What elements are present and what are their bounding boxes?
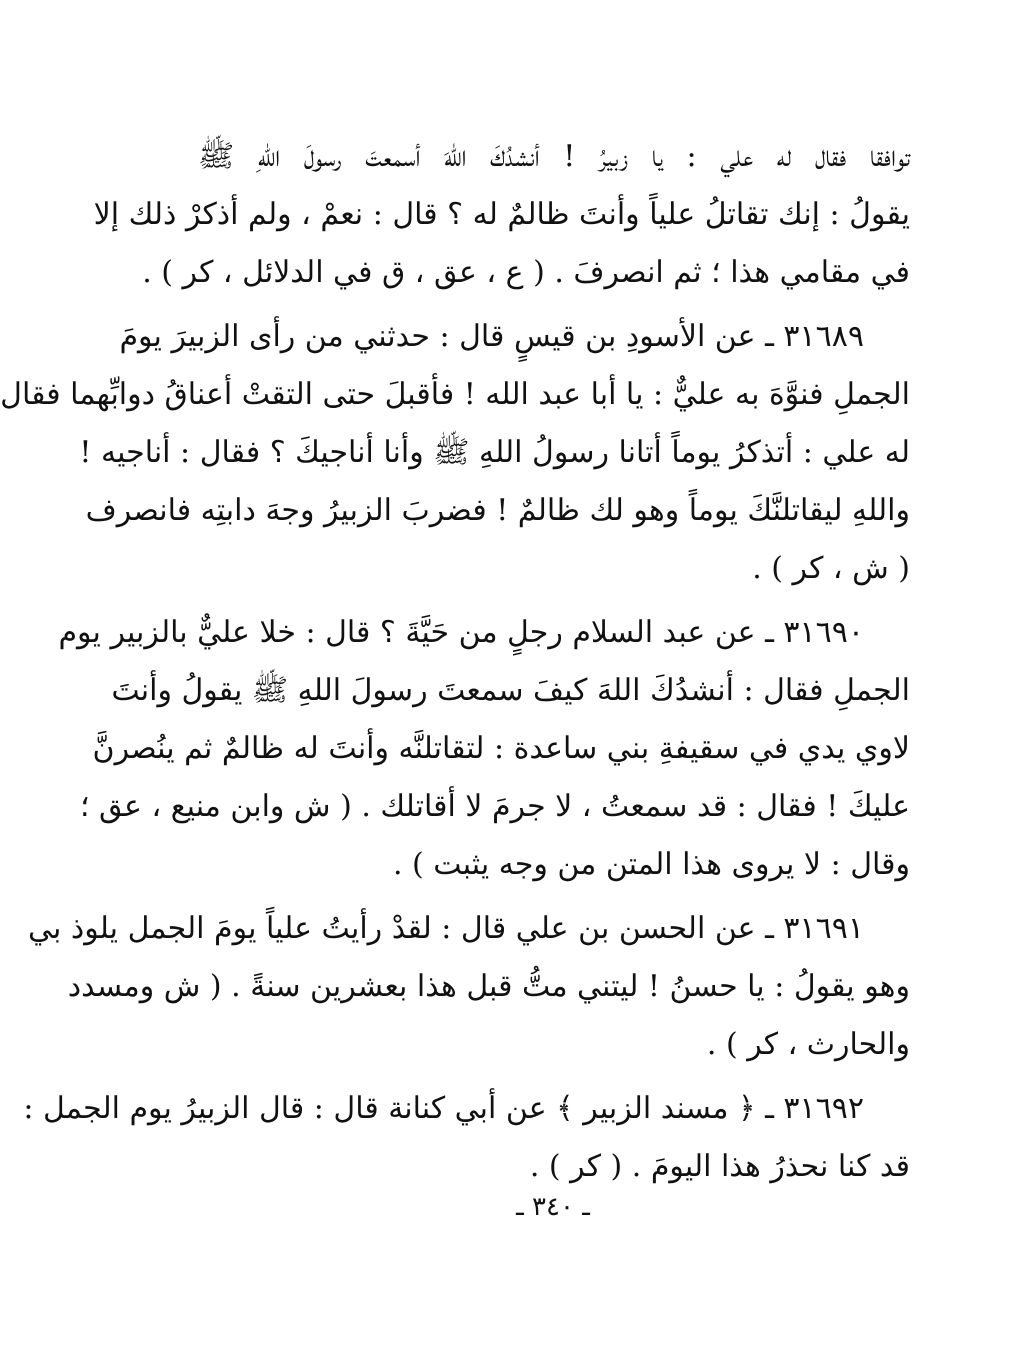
text-line: واللهِ ليقاتلنَّكَ يوماً وهو لك ظالمٌ ! فضربَ الزبيرُ وجهَ دابتِه فانصرف <box>85 493 910 528</box>
text-line: له علي : أتذكرُ يوماً أتانا رسولُ اللهِ ﷺ وأنا أناجيكَ ؟ فقال : أناجيه ! <box>79 435 910 470</box>
text-line: قد كنا نحذرُ هذا اليومَ . ( كر ) . <box>529 1149 910 1184</box>
hadith-31691 <box>28 900 910 1074</box>
paragraph-continuation <box>93 128 910 302</box>
text-line: وقال : لا يروى هذا المتن من وجه يثبت ) . <box>392 847 910 882</box>
text-line: ٣١٦٨٩ ـ عن الأسودِ بن قيسٍ قال : حدثني من رأى الزبيرَ يومَ <box>119 319 864 354</box>
text-line: الجملِ فنوَّهَ به عليٌّ : يا أبا عبد الله ! فأقبلَ حتى التقتْ أعناقُ دوابِّهما فقال <box>0 377 910 412</box>
text-line: وهو يقولُ : يا حسنُ ! ليتني متُّ قبل هذا بعشرين سنةً . ( ش ومسدد <box>67 969 910 1004</box>
text-line: ( ش ، كر ) . <box>752 551 910 586</box>
text-line: عليكَ ! فقال : قد سمعتُ ، لا جرمَ لا أقاتلك . ( ش وابن منيع ، عق ؛ <box>79 789 910 824</box>
text-line: ٣١٦٩١ ـ عن الحسن بن علي قال : لقدْ رأيتُ علياً يومَ الجمل يلوذ بي <box>28 911 864 946</box>
text-line: الجملِ فقال : أنشدُكَ اللهَ كيفَ سمعتَ رسولَ اللهِ ﷺ يقولُ وأنتَ <box>111 673 910 708</box>
text-line: في مقامي هذا ؛ ثم انصرفَ . ( ع ، عق ، ق في الدلائل ، كر ) . <box>142 255 910 290</box>
page-number: ـ ٣٤٠ ـ <box>516 1192 590 1222</box>
hadith-31690 <box>58 604 910 894</box>
text-line: والحارث ، كر ) . <box>706 1027 910 1062</box>
text-line: توافقا فقال له علي : يا زبيرُ ! أنشدُكَ اللهَ أسمعتَ رسولَ اللهِ ﷺ <box>198 139 910 174</box>
text-line: ٣١٦٩٠ ـ عن عبد السلام رجلٍ من حَيَّةَ ؟ قال : خلا عليٌّ بالزبير يوم <box>58 615 864 650</box>
hadith-31689 <box>0 308 910 598</box>
text-line: يقولُ : إنك تقاتلُ علياً وأنتَ ظالمٌ له ؟ قال : نعمْ ، ولم أذكرْ ذلك إلا <box>93 197 910 232</box>
text-line: ٣١٦٩٢ ـ ﴿ مسند الزبير ﴾ عن أبي كنانة قال : قال الزبيرُ يوم الجمل : <box>23 1091 864 1126</box>
text-line: لاوي يدي في سقيفةِ بني ساعدة : لتقاتلنَّه وأنتَ له ظالمٌ ثم ينُصرنَّ <box>92 731 910 766</box>
page-body <box>0 128 910 1228</box>
hadith-31692 <box>23 1080 910 1196</box>
